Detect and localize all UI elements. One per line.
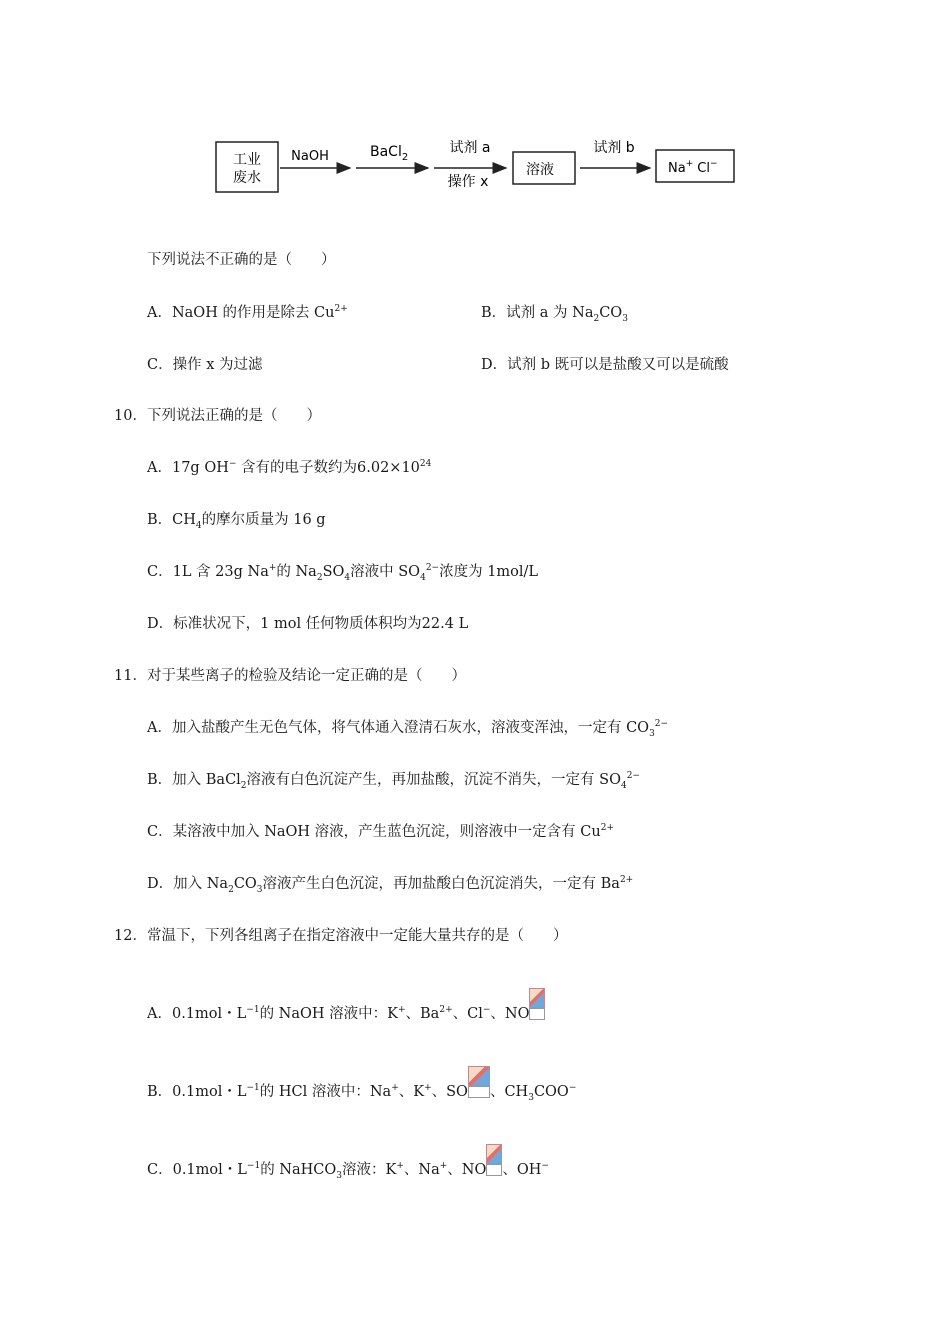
arrow-operation-x-label: 操作 x [447, 174, 489, 190]
broken-image-icon [529, 988, 545, 1022]
broken-image-icon [486, 1144, 502, 1178]
box-products-label: Na+ Cl− [668, 159, 718, 176]
q10-option-b: B．$CH_4$的摩尔质量为 16 g [147, 512, 326, 531]
broken-image-icon [468, 1066, 490, 1100]
arrow-reagent-a-label: 试剂 a [449, 140, 491, 156]
q12-option-a: A．0.1mol・$L^{-1}$的 NaOH 溶液中：K+、$Ba^{2+}$、Cl−、NO [147, 988, 545, 1024]
q11-option-d: D．加入 $Na_2CO_3$溶液产生白色沉淀，再加盐酸白色沉淀消失，一定有 $Ba^{2+}$ [147, 875, 634, 895]
q10-option-d: D．标准状况下，1 mol 任何物质体积均为22.4 L [147, 616, 469, 632]
q12-option-c: C．0.1mol・$L^{-1}$的 NaHCO$_3$溶液：K+、Na+、NO 、OH− [147, 1144, 549, 1180]
q9-option-c: C．操作 x 为过滤 [147, 357, 263, 373]
q10-option-c: C．1L 含 23g Na+的 $Na_2SO_4$溶液中 $SO_4^{2-}$浓度为 1mol/L [147, 563, 539, 583]
flow-diagram-svg [210, 130, 750, 200]
q12-option-b: B．0.1mol・$L^{-1}$的 HCl 溶液中：Na+、K+、SO 、$CH_3COO^-$ [147, 1066, 576, 1102]
flow-diagram [210, 130, 750, 200]
q11-option-a: A．加入盐酸产生无色气体，将气体通入澄清石灰水，溶液变浑浊，一定有 $CO_3^{2-}$ [147, 719, 669, 739]
q10-option-a: A．17g OH− 含有的电子数约为$6.02\times 10^{24}$ [147, 459, 432, 476]
q9-stem: 下列说法不正确的是（ ） [147, 252, 336, 268]
arrow-reagent-b-label: 试剂 b [593, 140, 635, 156]
arrow-bacl2-label: BaCl$_2$ [370, 144, 409, 163]
q10-stem: 10．下列说法正确的是（ ） [114, 408, 321, 424]
q9-option-d: D．试剂 b 既可以是盐酸又可以是硫酸 [481, 357, 729, 373]
q9-option-a: A．NaOH 的作用是除去 $Cu^{2+}$ [147, 304, 348, 321]
q11-option-c: C．某溶液中加入 NaOH 溶液，产生蓝色沉淀，则溶液中一定含有 $Cu^{2+}$ [147, 823, 614, 840]
q11-option-b: B．加入 BaCl$_2$溶液有白色沉淀产生，再加盐酸，沉淀不消失，一定有 $SO_4^{2-}$ [147, 771, 640, 791]
q9-option-b: B．试剂 a 为 $Na_2CO_3$ [481, 305, 628, 324]
q12-stem: 12．常温下，下列各组离子在指定溶液中一定能大量共存的是（ ） [114, 928, 568, 944]
box-wastewater-line1: 工业 [233, 152, 261, 168]
q11-stem: 11．对于某些离子的检验及结论一定正确的是（ ） [114, 668, 466, 684]
box-solution-label: 溶液 [526, 162, 554, 178]
box-wastewater-line2: 废水 [233, 170, 261, 186]
arrow-naoh-label: NaOH [291, 149, 329, 164]
